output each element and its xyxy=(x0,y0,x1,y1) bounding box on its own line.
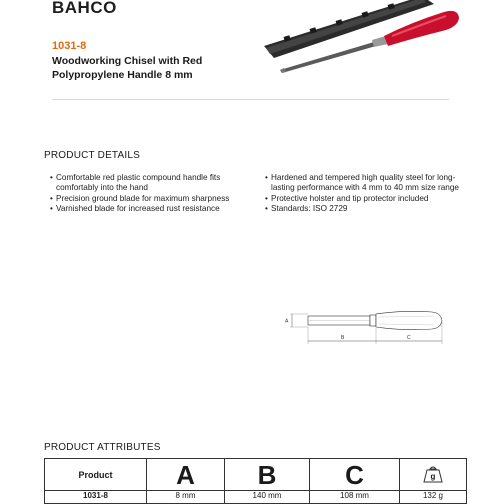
technical-drawing xyxy=(284,306,446,348)
list-item-text: Precision ground blade for maximum sharpness xyxy=(56,193,230,203)
list-item xyxy=(265,194,470,204)
dimension-label-a: A xyxy=(285,318,289,325)
list-item-text: Comfortable red plastic compound handle fits comfortably into the hand xyxy=(56,173,221,193)
column-header-weight xyxy=(400,459,467,491)
cell-a: 8 mm xyxy=(147,491,225,504)
column-header-b: B xyxy=(225,459,310,491)
bullet-dot: • xyxy=(265,173,268,182)
brand-logo: BAHCO xyxy=(52,0,117,17)
column-header-product: Product xyxy=(45,459,147,491)
header-divider xyxy=(52,99,449,100)
bullet-dot: • xyxy=(50,173,53,182)
cell-product: 1031-8 xyxy=(45,491,147,504)
details-list-left xyxy=(50,173,250,215)
bullet-dot: • xyxy=(50,204,53,214)
product-attributes-heading: PRODUCT ATTRIBUTES xyxy=(44,442,161,453)
list-item xyxy=(50,173,250,194)
column-header-a: A xyxy=(147,459,225,491)
bullet-dot: • xyxy=(50,193,53,203)
details-list-right xyxy=(265,173,470,215)
list-item xyxy=(265,204,470,214)
dimension-label-b: B xyxy=(341,335,345,341)
cell-c: 108 mm xyxy=(310,491,400,504)
weight-icon xyxy=(422,465,444,483)
bullet-dot: • xyxy=(265,193,268,203)
list-item xyxy=(50,204,250,214)
table-row xyxy=(45,491,467,504)
product-code: 1031-8 xyxy=(52,40,87,52)
list-item-text: Protective holster and tip protector included xyxy=(271,193,429,203)
product-photo xyxy=(262,0,462,80)
attributes-table xyxy=(44,458,467,504)
list-item-text: Hardened and tempered high quality steel for long-lasting performance with 4 mm to 40 mm size range xyxy=(271,173,459,193)
table-header-row xyxy=(45,459,467,491)
product-title: Woodworking Chisel with Red Polypropylene Handle 8 mm xyxy=(52,55,203,81)
bullet-dot: • xyxy=(265,204,268,214)
list-item-text: Varnished blade for increased rust resistance xyxy=(56,204,220,214)
column-header-c: C xyxy=(310,459,400,491)
list-item xyxy=(50,194,250,204)
weight-icon-label: g xyxy=(430,472,436,482)
dimension-label-c: C xyxy=(407,335,411,341)
list-item xyxy=(265,173,470,194)
product-details-heading: PRODUCT DETAILS xyxy=(44,150,140,161)
cell-b: 140 mm xyxy=(225,491,310,504)
list-item-text: Standards: ISO 2729 xyxy=(271,204,348,214)
cell-weight: 132 g xyxy=(400,491,467,504)
